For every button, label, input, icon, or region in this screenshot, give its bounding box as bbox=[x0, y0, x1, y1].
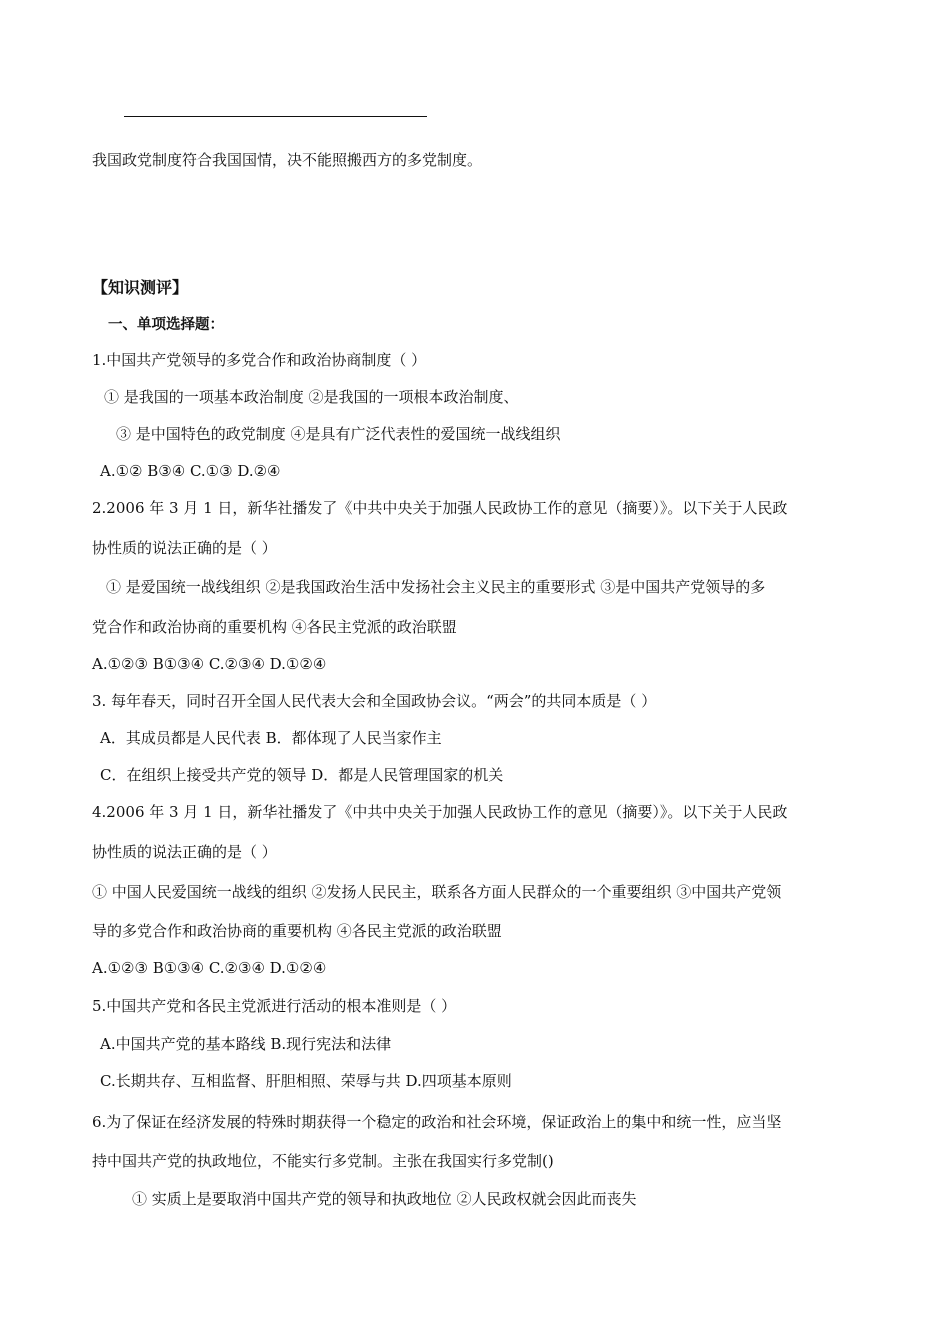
question-options: A．其成员都是人民代表 B．都体现了人民当家作主 bbox=[100, 729, 442, 747]
question-stem: 5.中国共产党和各民主党派进行活动的根本准则是（ ） bbox=[92, 997, 457, 1015]
question-stem: 持中国共产党的执政地位，不能实行多党制。主张在我国实行多党制() bbox=[92, 1152, 554, 1170]
question-stem: 6.为了保证在经济发展的特殊时期获得一个稳定的政治和社会环境，保证政治上的集中和统一性，应当坚 bbox=[92, 1113, 782, 1131]
blank-fill-line bbox=[124, 116, 427, 117]
question-statement: 党合作和政治协商的重要机构 ④各民主党派的政治联盟 bbox=[92, 618, 457, 636]
question-stem: 协性质的说法正确的是（ ） bbox=[92, 539, 277, 557]
question-options: A.中国共产党的基本路线 B.现行宪法和法律 bbox=[100, 1035, 392, 1053]
question-statement: 导的多党合作和政治协商的重要机构 ④各民主党派的政治联盟 bbox=[92, 922, 502, 940]
question-stem: 4.2006 年 3 月 1 日，新华社播发了《中共中央关于加强人民政协工作的意见（摘要）》。以下关于人民政 bbox=[92, 803, 788, 821]
question-stem: 1.中国共产党领导的多党合作和政治协商制度（ ） bbox=[92, 351, 427, 369]
question-options: C．在组织上接受共产党的领导 D．都是人民管理国家的机关 bbox=[100, 766, 504, 784]
question-statement: ③ 是中国特色的政党制度 ④是具有广泛代表性的爱国统一战线组织 bbox=[116, 425, 561, 443]
question-statement: ① 中国人民爱国统一战线的组织 ②发扬人民民主，联系各方面人民群众的一个重要组织 ③中国共产党领 bbox=[92, 883, 782, 901]
question-options: C.长期共存、互相监督、肝胆相照、荣辱与共 D.四项基本原则 bbox=[100, 1072, 512, 1090]
question-stem: 协性质的说法正确的是（ ） bbox=[92, 843, 277, 861]
question-options: A.①②③ B①③④ C.②③④ D.①②④ bbox=[92, 655, 327, 673]
question-statement: ① 实质上是要取消中国共产党的领导和执政地位 ②人民政权就会因此而丧失 bbox=[132, 1190, 637, 1208]
section-title: 【知识测评】 bbox=[92, 278, 189, 297]
question-stem: 3. 每年春天，同时召开全国人民代表大会和全国政协会议。“两会”的共同本质是（ ） bbox=[92, 692, 657, 710]
question-stem: 2.2006 年 3 月 1 日，新华社播发了《中共中央关于加强人民政协工作的意见（摘要）》。以下关于人民政 bbox=[92, 499, 788, 517]
section-subtitle: 一、单项选择题： bbox=[108, 317, 224, 333]
question-options: A.①② B③④ C.①③ D.②④ bbox=[100, 462, 281, 480]
question-statement: ① 是爱国统一战线组织 ②是我国政治生活中发扬社会主义民主的重要形式 ③是中国共产党领导的多 bbox=[106, 578, 766, 596]
intro-text: 我国政党制度符合我国国情，决不能照搬西方的多党制度。 bbox=[92, 151, 483, 169]
question-statement: ① 是我国的一项基本政治制度 ②是我国的一项根本政治制度、 bbox=[104, 388, 519, 406]
question-options: A.①②③ B①③④ C.②③④ D.①②④ bbox=[92, 959, 327, 977]
